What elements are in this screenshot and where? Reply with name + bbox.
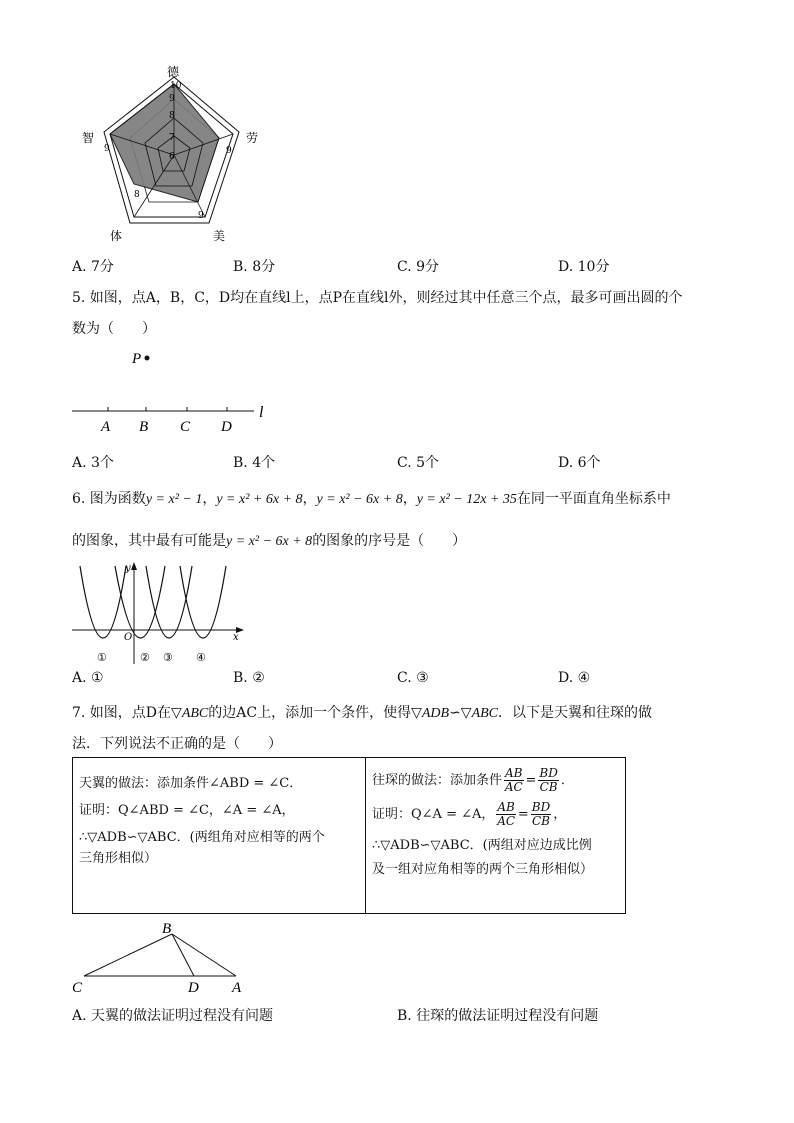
vertex-a-label: A [232,980,242,996]
radar-value-zhi: 9 [104,144,110,154]
line-l-label: l [259,404,264,421]
parabola-4 [180,566,226,638]
q6-option-a[interactable]: A. ① [72,670,104,686]
q5-figure [66,345,276,437]
q5-stem-line2: 数为（ ） [72,321,156,337]
vertex-c-label: C [72,980,83,996]
q5-stem-line1: 5. 如图，点A，B，C，D均在直线l上，点P在直线l外，则经过其中任意三个点，最多可画出圆的个 [72,290,683,306]
radar-tick: 6 [169,152,175,162]
vertex-d-label: D [188,980,199,996]
q6-option-d[interactable]: D. ④ [558,670,591,686]
parabola-2 [115,566,165,638]
q5-option-c[interactable]: C. 5个 [397,455,440,471]
radar-figure [70,60,280,245]
q7-triangle-figure [66,918,256,996]
q4-option-c[interactable]: C. 9分 [397,259,440,275]
parabola-1 [80,566,126,638]
parabola-3-label: ③ [163,651,173,664]
y-axis-label: y [125,563,131,574]
vertex-b-label: B [162,921,172,937]
parabola-4-label: ④ [196,651,206,664]
q6-figure [68,560,248,666]
radar-value-laodong: 9 [226,146,232,156]
parabola-2-label: ② [140,651,150,664]
q7-stem-line1: 7. 如图，点D在▽ABC的边AC上，添加一个条件，使得▽ADB∽▽ABC．以下是天翼和往琛的做 [72,705,653,721]
point-b-label: B [139,419,149,435]
method-wangchen: 往琛的做法：添加条件 $\frac{AB}{AC}$ = $\frac{BD}{CB}$ ． 证明：Q∠A = ∠A， $\frac{AB}{AC}$ = $\frac{BD}{CB}$ ， ∴▽ADB∽▽ABC．(两组对应边成比例 及一组对应角相等的两个三角形相似） [366,758,626,914]
radar-label-lao: 劳 [246,131,259,145]
radar-tick: 7 [169,133,175,143]
radar-label-ti: 体 [110,229,123,243]
parabola-1-label: ① [97,651,107,664]
method-tianyi: 天翼的做法：添加条件∠ABD = ∠C． 证明：Q∠ABD = ∠C，∠A = ∠A， ∴▽ADB∽▽ABC．(两组角对应相等的两个 三角形相似） [73,758,366,914]
q7-stem-line2: 法．下列说法不正确的是（ ） [72,736,282,752]
point-p-label: P [132,351,142,367]
q4-option-d[interactable]: D. 10分 [558,259,610,275]
radar-value-ti: 8 [134,190,140,200]
radar-tick: 8 [169,111,175,121]
radar-tick: 10 [170,81,182,91]
q5-option-a[interactable]: A. 3个 [72,455,114,471]
q5-option-d[interactable]: D. 6个 [558,455,601,471]
q4-option-a[interactable]: A. 7分 [72,259,114,275]
q6-option-c[interactable]: C. ③ [397,670,429,686]
q5-option-b[interactable]: B. 4个 [233,455,276,471]
q7-option-a[interactable]: A. 天翼的做法证明过程没有问题 [72,1008,274,1024]
origin-label: O [124,632,133,643]
point-d-label: D [221,419,232,435]
radar-value-mei: 9 [198,211,204,221]
radar-label-de: 德 [167,65,180,79]
q6-option-b[interactable]: B. ② [233,670,265,686]
radar-label-mei: 美 [213,229,226,243]
point-p [145,356,150,361]
q7-option-b[interactable]: B. 往琛的做法证明过程没有问题 [397,1008,599,1024]
q7-method-table [72,757,626,914]
q6-stem-line1: 6. 图为函数y = x² − 1，y = x² + 6x + 8，y = x² − 6x + 8，y = x² − 12x + 35在同一平面直角坐标系中 [72,491,671,507]
q6-stem-line2: 的图象，其中最有可能是y = x² − 6x + 8的图象的序号是（ ） [72,533,467,549]
x-axis-label: x [233,632,239,643]
point-c-label: C [180,419,191,435]
q4-option-b[interactable]: B. 8分 [233,259,276,275]
parabola-3 [146,566,192,638]
radar-label-zhi: 智 [82,131,95,145]
radar-tick: 9 [169,94,175,104]
point-a-label: A [101,419,111,435]
